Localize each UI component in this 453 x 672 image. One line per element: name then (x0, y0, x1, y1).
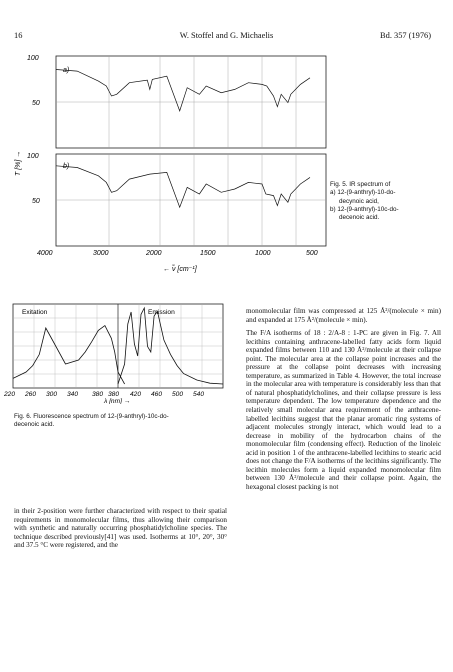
fl-x-tick: 500 (172, 391, 184, 398)
ir-y-tick: 50 (32, 100, 40, 107)
body-paragraph: monomolecular film was compressed at 125 Å²/(molecule × min) and expanded at 175 Å²/(molecule × min). (246, 307, 441, 324)
emission-label: Emission (148, 309, 175, 316)
figure-5-caption (330, 181, 445, 222)
excitation-spectrum-line (13, 326, 125, 384)
caption-line: a) 12-(9-anthryl)-10-do- (330, 189, 396, 197)
caption-line: decenoic acid. (14, 421, 55, 429)
body-column-right (246, 307, 441, 496)
fluorescence-x-ticks (3, 391, 204, 398)
ir-spectrum-b-line (56, 166, 310, 207)
body-column-left (14, 507, 227, 555)
ir-panel-b-label: b) (63, 163, 70, 170)
page-number: 16 (14, 31, 23, 40)
ir-x-tick: 1500 (200, 250, 216, 257)
ir-grid (56, 56, 326, 246)
fluorescence-x-axis-label: λ [nm] → (104, 398, 131, 404)
ir-x-tick: 2000 (146, 250, 162, 257)
caption-line: decenoic acid. (339, 214, 380, 222)
running-head: W. Stoffel and G. Michaelis (179, 31, 274, 40)
caption-line: Fig. 5. IR spectrum of (330, 181, 391, 188)
ir-x-axis-label: ← ν̃ [cm⁻¹] (163, 266, 197, 273)
fl-x-tick: 300 (46, 391, 58, 398)
fl-x-tick: 380 (92, 391, 104, 398)
ir-x-tick: 3000 (93, 250, 109, 257)
caption-line: decynoic acid, (339, 197, 379, 205)
ir-y-tick: 50 (32, 198, 40, 205)
ir-x-tick: 1000 (255, 250, 271, 257)
fl-x-tick: 220 (4, 391, 16, 398)
caption-line: b) 12-(9-anthryl)-10c-do- (330, 205, 399, 213)
ir-y-tick: 100 (27, 153, 39, 160)
volume-info: Bd. 357 (1976) (380, 31, 431, 40)
fl-x-tick: 340 (67, 391, 79, 398)
fl-x-tick: 380 (108, 391, 120, 398)
ir-panel-a-label: a) (63, 67, 70, 74)
excitation-label: Exitation (22, 309, 48, 316)
figure-6-caption (14, 413, 229, 430)
body-paragraph: in their 2-position were further characterized with respect to their spatial requirements in monomolecular films, thus allowing their comparison with synthetic and naturally occurring phosphatidylcholine species. The technique described previously[41] was used. Isotherms at 10°, 20°, 30° and 37.5 °C were registered, and the (14, 507, 227, 550)
caption-line: Fig. 6. Fluorescence spectrum of 12-(9-anthryl)-10c-do- (14, 413, 169, 420)
fl-x-tick: 420 (130, 391, 142, 398)
ir-y-axis-label: T [%] → (15, 150, 22, 176)
ir-x-tick: 500 (306, 250, 318, 257)
body-paragraph: The F/A isotherms of 18 : 2/A-8 : 1-PC are given in Fig. 7. All lecithins containing anthracene-labelled fatty acids form liquid expanded films between 110 and 130 Å²/molecule at their collapse point. The molecular area at the collapse point increases and the pressure at the collapse point decreases with increasing temperature, as summarized in Table 4. However, the total increase in the molecular area with temperature is considerably less than that of natural phosphatidylcholines, and their collapse pressure is less temperature dependent. The low temperature dependence and the relatively small molecular area requirement of the anthracene-labelled lecithins suggest that the planar aromatic ring systems of adjacent molecules strongly interact, which would lead to a decrease in mobility of the hydrocarbon chains of the monomolecular film (condensing effect). Reduction of the linoleic acid in position 1 of the anthracene-labelled lecithins to stearic acid does not change the F/A isotherms of the lecithins significantly. The lecithin molecules form a liquid expanded monomolecular film between 130 Å²/molecule and their collapse point. Again, the hexagonal closest packing is not (246, 329, 441, 491)
fl-x-tick: 260 (25, 391, 37, 398)
fl-x-tick: 540 (193, 391, 205, 398)
ir-y-tick: 100 (27, 55, 39, 62)
figure-5-ir-spectra (0, 42, 453, 290)
ir-x-tick: 4000 (37, 250, 53, 257)
figure-6-fluorescence-spectrum (0, 302, 240, 404)
fl-x-tick: 460 (151, 391, 163, 398)
ir-spectrum-a-line (56, 70, 310, 111)
